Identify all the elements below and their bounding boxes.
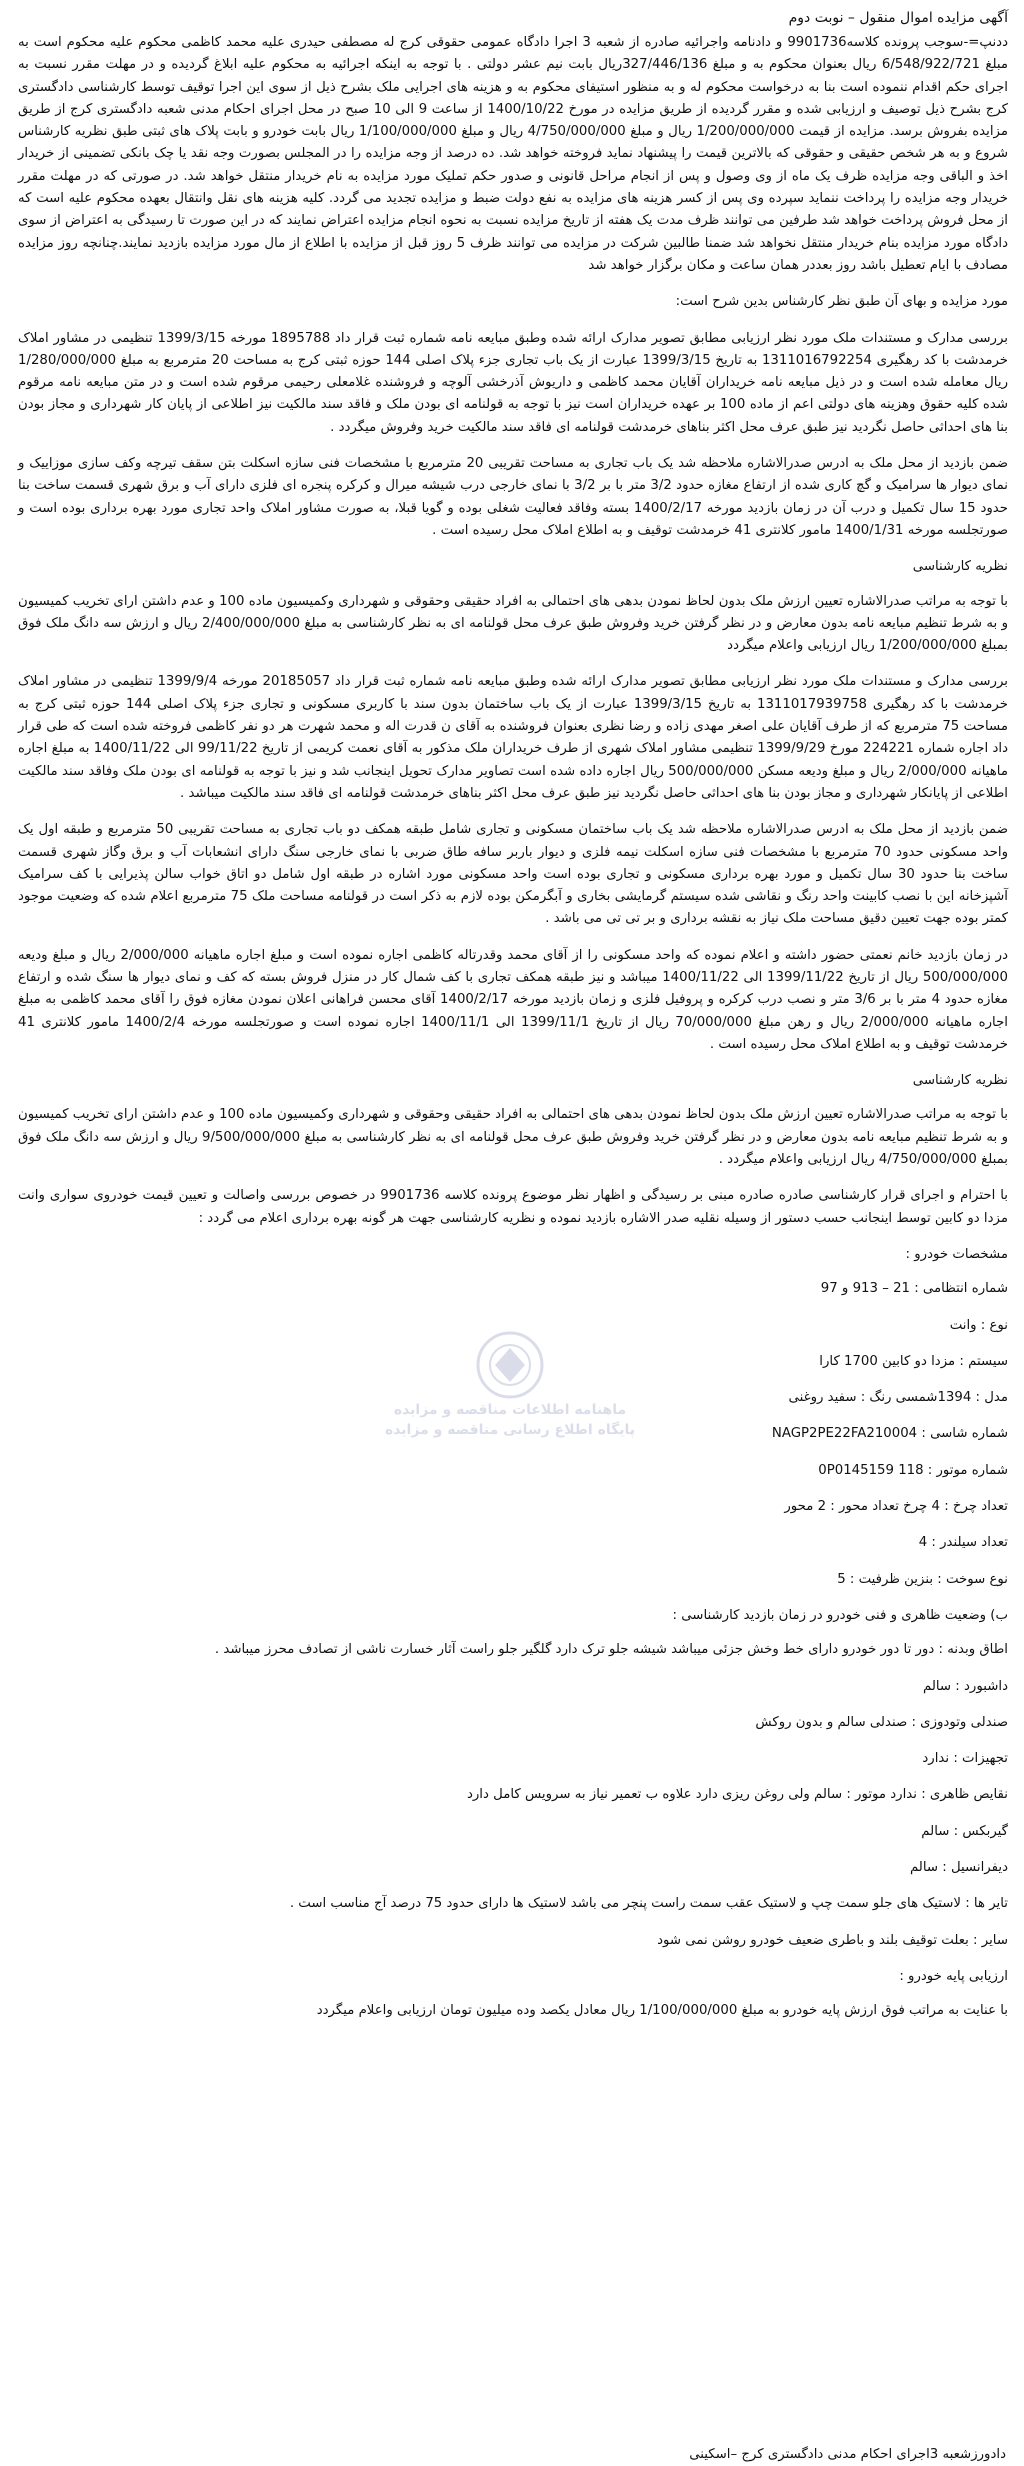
property2-documents: بررسی مدارک و مستندات ملک مورد نظر ارزیابی مطابق تصویر مدارک ارائه شده وطبق مبایعه نامه شماره ثبت قرار داد 20185057 مورخه 1399/9/4 تنظیمی در مشاور املاک خرمدشت با کد رهگیری 1311017939758 به تاریخ 1399/3/15 عبارت از یک باب ساختمان بدون سند با کاربری مسکونی و تجاری جزء پلاک اصلی 144 حوزه ثبتی کرج به مساحت 75 مترمربع که از طرف آقایان علی اصغر مهدی زاده و رضا نظری بعنوان فروشنده به آقای ن قدرت اله و محمد شهرت هر دو نفر کاظمی فروخته شده است که طی قرار داد اجاره شماره 224221 مورخ 1399/9/29 تنظیمی مشاور املاک شهری از طرف خریداران ملک مذکور به آقای نعمت کریمی از تاریخ 99/11/22 الی 1400/11/22 به مبلغ اجاره ماهیانه 2/000/000 ریال و مبلغ ودیعه مسکن 500/000/000 ریال اجاره داده شده است تصاویر مدارک تحویل اینجانب شد و نیز با توجه به قولنامه ای بودن ملک وفاقد سند مالکیت اطلاعی از پایانکار شهرداری و مجاز بودن بنا های احداثی حاصل نگردید نیز طبق عرف محل اکثر بناهای خرمدشت قولنامه ای فاقد سند مالکیت میباشد . <box>18 674 1009 801</box>
cond-seats: صندلی وتودوزی : صندلی سالم و بدون روکش <box>755 1714 1008 1730</box>
cond-differential: دیفرانسیل : سالم <box>909 1860 1008 1875</box>
spec-model-color: مدل : 1394شمسی رنگ : سفید روغنی <box>788 1390 1008 1406</box>
vehicle-intro: با احترام و اجرای قرار کارشناسی صادره صادره مبنی بر رسیدگی و اظهار نظر موضوع پرونده کلاسه 9901736 در خصوص بررسی واصالت و تعیین قیمت خودروی سواری وانت مزدا دو کابین توسط اینجانب حسب دستور از وسیله نقلیه صدر الاشاره بازدید نموده و نظریه کارشناسی جهت هر گونه بهره برداری اعلام می گردد : <box>18 1188 1008 1226</box>
watermark-line1: ماهنامه اطلاعات مناقصه و مزایده <box>393 1402 627 1418</box>
spec-plate: شماره انتظامی : 21 – 913 و 97 <box>820 1281 1008 1297</box>
cond-tires: تایر ها : لاستیک های جلو سمت چپ و لاستیک عقب سمت راست پنچر می باشد لاستیک ها دارای حدود 75 درصد آج مناسب است . <box>289 1896 1008 1912</box>
intro-paragraph: ددنپ=-سوجب پرونده کلاسه9901736 و دادنامه واجرائیه صادره از شعبه 3 اجرا دادگاه عمومی حقوقی کرج له مصطفی حیدری علیه محمد کاظمی محکوم علیه محکوم است به مبلغ 6/548/922/721 ریال بعنوان محکوم به و مبلغ 327/446/136ریال بابت نیم عشر دولتی . با توجه به اینکه اجرائیه به محکوم علیه ابلاغ گردیده و در مهلت مقرر نسبت به اجرای حکم اقدام ننموده است بنا به درخواست محکوم له و به منظور استیفای محکوم به و هزینه های اجرایی ملک بشرح ذیل از سوی این اجرا توقیف توسط کارشناسی دادگستری کرج بشرح ذیل توصیف و ارزیابی شده و مقرر گردیده از طریق مزایده در مورخ 1400/10/22 از ساعت 9 الی 10 صبح در محل اجرای احکام مدنی شعبه دادگستری کرج از طریق مزایده بفروش برسد. مزایده از قیمت 1/200/000/000 ریال و مبلغ 4/750/000/000 ریال و مبلغ 1/100/000/000 ریال بابت خودرو و بابت پلاک های ثبتی طبق نظریه کارشناس شروع و به هر شخص حقیقی و حقوقی که بالاترین قیمت را پیشنهاد نماید فروخته خواهد شد. ده درصد از وجه مزایده را در المجلس بصورت وجه نقد یا چک بانکی تضمینی از خریدار اخذ و الباقی وجه مزایده ظرف یک ماه از وی وصول و پس از انجام مراحل قانونی و صدور حکم تملیک مورد مزایده به نام خریدار منتقل خواهد شد. در صورتی که در مهلت مقرر خریدار وجه مزایده را پرداخت ننماید سپرده وی پس از کسر هزینه های مزایده به نفع دولت ضبط و مزایده تجدید می گردد. کلیه هزینه های نقل وانتقال بعهده محکوم علیه است که از محل فروش پرداخت خواهد شد طرفین می توانند ظرف مدت یک هفته از تاریخ مزایده نسبت به نحوه انجام مزایده اعتراض نمایند که در این صورت تا رسیدگی به اعتراض از سوی دادگاه مورد مزایده بنام خریدار منتقل نخواهد شد ضمنا طالبین شرکت در مزایده می توانند ظرف 5 روز قبل از مزایده با اطلاع از مال مورد مزایده بازدید نمایند.چنانچه روز مزایده مصادف با ایام تعطیل باشد روز بعددر همان ساعت و مکان برگزار خواهد شد <box>18 35 1008 273</box>
spec-wheels-axles: تعداد چرخ : 4 چرخ تعداد محور : 2 محور <box>784 1499 1008 1515</box>
cond-body: اطاق وبدنه : دور تا دور خودرو دارای خط وخش جزئی میباشد شیشه جلو ترک دارد گلگیر جلو راست آثار خسارت ناشی از تصادف محرز میباشد . <box>214 1642 1008 1658</box>
expert-opinion-heading-2: نظریه کارشناسی <box>912 1073 1008 1089</box>
spec-type: نوع : وانت <box>949 1317 1008 1333</box>
signature-footer: دادورزشعبه 3اجرای احکام مدنی دادگستری کرج –اسکینی <box>689 2447 1006 2462</box>
cond-equipment: تجهیزات : ندارد <box>922 1751 1008 1767</box>
watermark-line2: پایگاه اطلاع رسانی مناقصه و مزایده <box>384 1422 636 1438</box>
vehicle-specs-heading: مشخصات خودرو : <box>905 1246 1008 1262</box>
property1-documents: بررسی مدارک و مستندات ملک مورد نظر ارزیابی مطابق تصویر مدارک ارائه شده وطبق مبایعه نامه شماره ثبت قرار داد 1895788 مورخه 1399/3/15 تنظیمی در مشاور املاک خرمدشت با کد رهگیری 1311016792254 به تاریخ 1399/3/15 عبارت از یک باب تجاری جزء پلاک اصلی 144 حوزه ثبتی کرج به مساحت 20 مترمربع به مبلغ 1/280/000/000 ریال معامله شده است و در ذیل مبایعه نامه خریداران آقایان محمد کاظمی و داریوش آذرخشی آلوچه و فروشنده غلامعلی رحیمی مرقوم شده است و در متن مبایعه نامه مرقوم شده کلیه حقوق وهزینه های دولتی اعم از ماده 100 بر عهده خریداران است نیز با توجه به قولنامه ای بودن ملک و فاقد سند مالکیت نیز اطلاعی از پایان کار شهرداری و مجاز بودن بنا های احداثی حاصل نگردید نیز طبق عرف محل اکثر بناهای خرمدشت قولنامه ای فاقد سند مالکیت خرید وفروش میگردد . <box>18 330 1009 435</box>
expert-opinion-heading-1: نظریه کارشناسی <box>912 559 1008 575</box>
valuation-intro: مورد مزایده و بهای آن طبق نظر کارشناس بدین شرح است: <box>675 294 1008 310</box>
property2-opinion: با توجه به مراتب صدرالاشاره تعیین ارزش ملک بدون لحاظ نمودن بدهی های احتمالی به افراد حقیقی وحقوقی و شهرداری وکمیسیون ماده 100 و عدم داشتن ارای تخریب کمیسیون و به شرط تنظیم مبایعه نامه بدون معارض و در نظر گرفتن خرید وفروش طبق عرف محل قولنامه ای به نظر کارشناسی به مبلغ 9/500/000/000 ریال و ارزش سه دانگ ملک فوق بمبلغ 4/750/000/000 ریال ارزیابی واعلام میگردد . <box>18 1107 1009 1168</box>
cond-dashboard: داشبورد : سالم <box>922 1678 1008 1694</box>
property1-opinion: با توجه به مراتب صدرالاشاره تعیین ارزش ملک بدون لحاظ نمودن بدهی های احتمالی به افراد حقیقی وحقوقی و شهرداری وکمیسیون ماده 100 و عدم داشتن ارای تخریب کمیسیون و به شرط تنظیم مبایعه نامه بدون معارض و در نظر گرفتن خرید وفروش طبق عرف محل قولنامه ای به نظر کارشناسی به مبلغ 2/400/000/000 ریال و ارزش سه دانگ ملک فوق بمبلغ 1/200/000/000 ریال ارزیابی واعلام میگردد <box>18 593 1009 654</box>
valuation-heading: ارزیابی پایه خودرو : <box>899 1968 1008 1984</box>
notice-round: نوبت دوم <box>788 10 844 26</box>
vehicle-valuation: با عنایت به مراتب فوق ارزش پایه خودرو به مبلغ 1/100/000/000 ریال معادل یکصد وده میلیون تومان ارزیابی واعلام میگردد <box>316 2003 1008 2019</box>
condition-list <box>18 1639 1008 1952</box>
spec-system: سیستم : مزدا دو کابین 1700 کارا <box>819 1353 1008 1369</box>
cond-gearbox: گیربکس : سالم <box>921 1823 1008 1839</box>
spec-fuel-capacity: نوع سوخت : بنزین ظرفیت : 5 <box>837 1571 1008 1587</box>
condition-heading: ب) وضعیت ظاهری و فنی خودرو در زمان بازدید کارشناسی : <box>672 1607 1008 1623</box>
property2-visit: ضمن بازدید از محل ملک به ادرس صدرالاشاره ملاحظه شد یک باب ساختمان مسکونی و تجاری شامل طبقه همکف دو باب تجاری به مساحت تقریبی 50 مترمربع و طبقه اول یک واحد مسکونی حدود 70 مترمربع با مشخصات فنی سازه اسکلت نیمه فلزی و دیوار باربر سافه طاق ضربی با نمای خارجی سنگ دارای انشعابات آب و برق وگاز شهری قسمت ساخت بنا حدود 30 سال تکمیل و مورد بهره برداری مسکونی و تجاری بوده است واحد مسکونی مورد اشاره در طبقه اول شامل دو اتاق خواب سالن پذیرایی با کف سرامیک آشپزخانه این با نصب کابینت واحد رنگ و نقاشی شده سیستم گرمایشی بخاری و آبگرمکن بوده لازم به ذکر است در قولنامه مساحت ملک 75 مترمربع اعلام شده که وضعیت موجود کمتر بوده جهت تعیین دقیق مساحت ملک نیاز به نقشه برداری و بر تی تی می باشد . <box>18 822 1009 927</box>
cond-other: سایر : بعلت توقیف بلند و باطری ضعیف خودرو روشن نمی شود <box>657 1932 1008 1948</box>
spec-cylinders: تعداد سیلندر : 4 <box>918 1535 1008 1551</box>
notice-header <box>18 6 1008 30</box>
property2-tenant: در زمان بازدید خانم نعمتی حضور داشته و اعلام نموده که واحد مسکونی را از آقای محمد وقدرتاله کاظمی اجاره نموده است و مبلغ اجاره ماهیانه 2/000/000 ریال و مبلغ ودیعه 500/000/000 ریال از تاریخ 1399/11/22 الی 1400/11/22 میباشد و نیز طبقه همکف تجاری با کف شمال کار در منزل فروش بسته که کف و نمای دیوار ها سنگ شده و ارتفاع مغازه حدود 4 متر با بر 3/6 متر و نصب درب کرکره و پروفیل فلزی و زمان بازدید مورخه 1400/2/17 آقای محسن فراهانی اعلان نمودن مغازه فوق را آقای محمد کاظمی به مبلغ اجاره ماهیانه 2/000/000 ریال و رهن مبلغ 70/000/000 ریال از تاریخ 1399/11/1 الی 1400/11/1 اجاره نموده است و صورتجلسه مورخه 1400/2/4 مامور کلانتری 41 خرمدشت توقیف و به اطلاع املاک محل رسیده است . <box>18 947 1008 1052</box>
vehicle-specs-list <box>18 1278 1008 1591</box>
notice-title: آگهی مزایده اموال منقول <box>859 10 1008 26</box>
property1-visit: ضمن بازدید از محل ملک به ادرس صدرالاشاره ملاحظه شد یک باب تجاری به مساحت تقریبی 20 مترمربع با مشخصات فنی سازه اسکلت بتن سقف تیرچه وکف سازی موزاییک و نمای دیوار ها سرامیک و گچ کاری شده از ارتفاع مغازه حدود 3/2 متر با بر 3/2 با نمای خارجی درب شیشه میرال و کرکره پنجره ای فلزی دارای آب و برق شهری قسمت ساخت بنا حدود 15 سال تکمیل و درب آن در زمان بازدید مورخه 1400/2/17 بسته وفاقد فعالیت شغلی بوده و گویا قبلا، به صورت مشاور املاک واحد تجاری مورد بهره برداری بوده است و صورتجلسه مورخه 1400/1/31 مامور کلانتری 41 خرمدشت توقیف و به اطلاع املاک محل رسیده است . <box>18 456 1009 538</box>
spec-engine: شماره موتور : 118 0P0145159 <box>818 1462 1008 1478</box>
cond-defects-engine: نقایص ظاهری : ندارد موتور : سالم ولی روغن ریزی دارد علاوه ب تعمیر نیاز به سرویس کامل دارد <box>466 1787 1008 1803</box>
spec-chassis: شماره شاسی : NAGP2PE22FA210004 <box>771 1426 1008 1442</box>
title-separator: – <box>847 10 855 26</box>
